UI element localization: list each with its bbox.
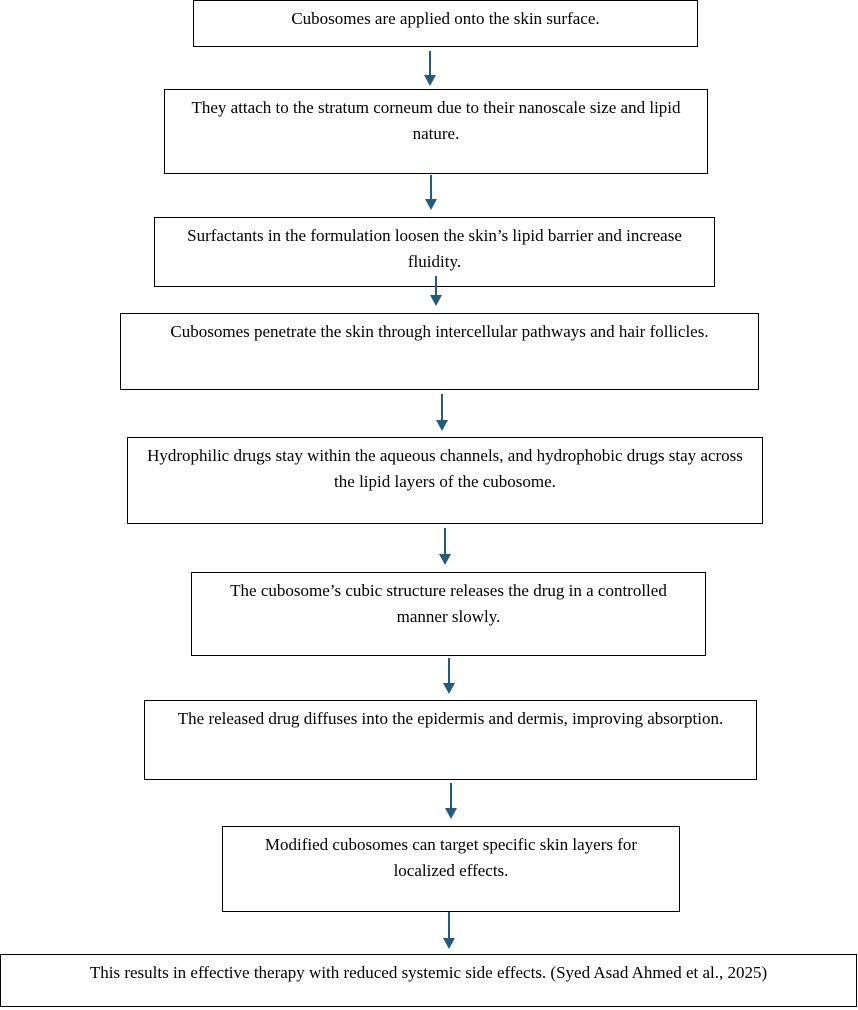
flow-arrow-1 [422,51,438,87]
flow-step-8: Modified cubosomes can target specific skin layers for localized effects. [222,826,680,912]
flow-arrow-7 [443,783,459,820]
flow-arrow-2 [423,175,439,211]
flow-step-1: Cubosomes are applied onto the skin surface. [193,0,698,47]
flow-arrow-5 [437,528,453,566]
flow-arrow-8 [441,912,457,950]
flow-step-9: This results in effective therapy with reduced systemic side effects. (Syed Asad Ahmed et al., 2025) [0,954,857,1007]
flow-arrow-6 [441,658,457,695]
flow-arrow-4 [434,394,450,432]
flow-step-4: Cubosomes penetrate the skin through intercellular pathways and hair follicles. [120,313,759,390]
flow-step-6: The cubosome’s cubic structure releases the drug in a controlled manner slowly. [191,572,706,656]
flow-arrow-3 [428,276,444,307]
flow-step-2: They attach to the stratum corneum due to their nanoscale size and lipid nature. [164,89,708,174]
flow-step-5: Hydrophilic drugs stay within the aqueous channels, and hydrophobic drugs stay across the lipid layers of the cubosome. [127,437,763,524]
flow-step-7: The released drug diffuses into the epidermis and dermis, improving absorption. [144,700,757,780]
flow-step-3: Surfactants in the formulation loosen the skin’s lipid barrier and increase fluidity. [154,217,715,287]
